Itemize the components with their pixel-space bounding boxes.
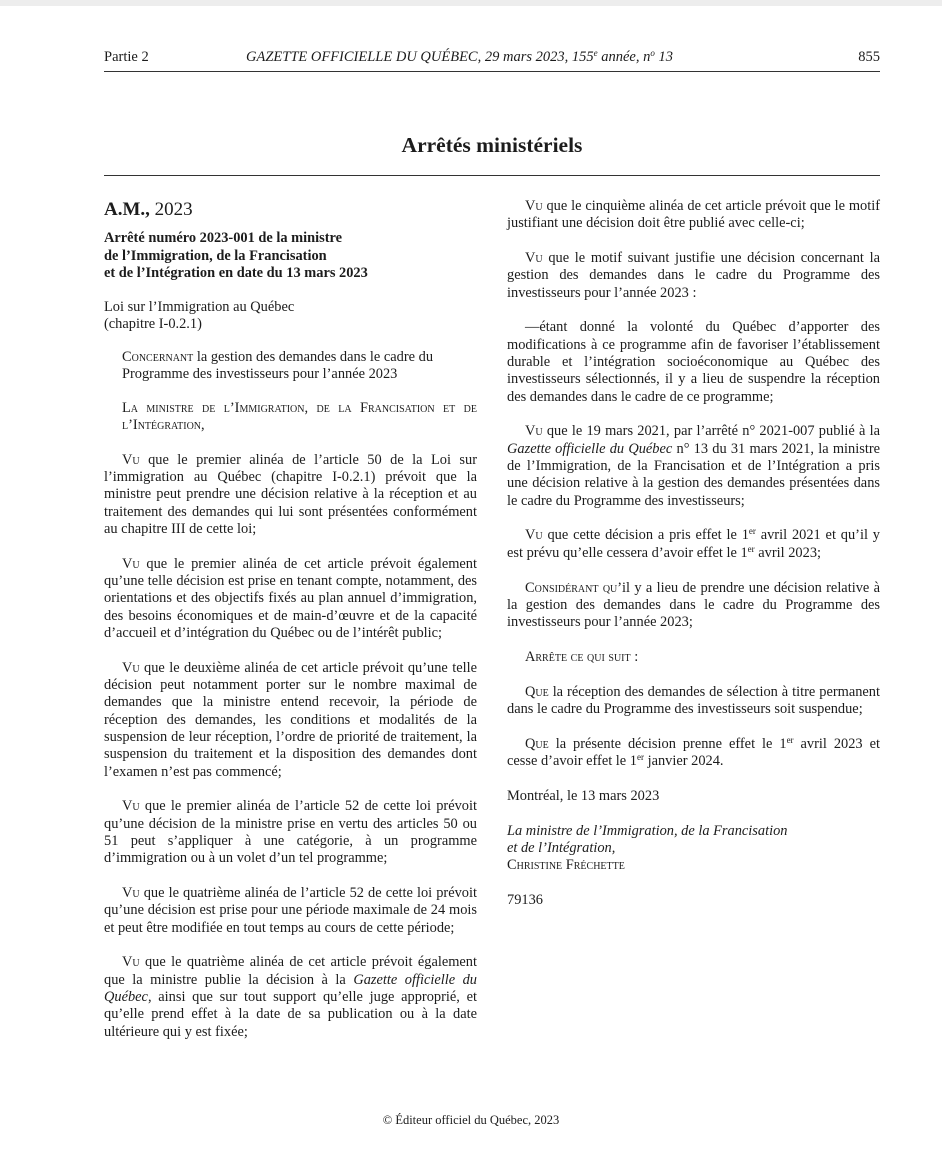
right-column: [507, 198, 880, 909]
que-paragraph-1: Que la réception des demandes de sélection à titre permanent dans le cadre du Programme des investisseurs soit suspendue;: [507, 683, 880, 718]
reference-number: 79136: [507, 892, 543, 909]
gazette-title: GAZETTE OFFICIELLE DU QUÉBEC, 29 mars 2023, 155e année, $n^o$ 13: [246, 48, 673, 65]
vu-paragraph-5: Vu que le quatrième alinéa de l’article 52 de cette loi prévoit qu’une décision est prise pour une période maximale de 24 mois et peut être modifiée en tout temps au cours de cette période;: [104, 885, 477, 936]
place-date: Montréal, le 13 mars 2023: [507, 787, 660, 804]
minister-paragraph: La ministre de l’Immigration, de la Francisation et de l’Intégration,: [122, 399, 477, 433]
vu-paragraph-6: Vu que le quatrième alinéa de cet article prévoit également que la ministre publie la décision à la Gazette officielle du Québec, ainsi que sur tout support qu’elle juge approprié, et qu’elle prend effet à la date de sa publication ou à la date ultérieure qui y est fixée;: [104, 954, 477, 1040]
arrete-title: Arrêté numéro 2023-001 de la ministre de l’Immigration, de la Francisation et de l’Intégration en date du 13 mars 2023: [104, 230, 368, 281]
vu-paragraph-7: Vu que le cinquième alinéa de cet article prévoit que le motif justifiant une décision doit être publié avec celle-ci;: [507, 198, 880, 232]
que-paragraph-2: Que la présente décision prenne effet le 1er avril 2023 et cesse d’avoir effet le 1er janvier 2024.: [507, 734, 880, 770]
vu-paragraph-10: Vu que cette décision a pris effet le 1er avril 2021 et qu’il y est prévu qu’elle cessera d’avoir effet le 1er avril 2023;: [507, 526, 880, 561]
arrete-clause: Arrête ce qui suit :: [525, 648, 639, 665]
top-band: [0, 0, 942, 6]
vu-paragraph-1: Vu que le premier alinéa de l’article 50 de la Loi sur l’immigration au Québec (chapitre I-0.2.1) prévoit que la ministre peut prendre une décision relative à la réception et au traitement des demandes qui lui sont présentées conformément au chapitre III de cette loi;: [104, 451, 477, 537]
section-rule: [104, 175, 880, 176]
header-rule: [104, 71, 880, 72]
page-number: 855: [858, 49, 880, 65]
footer-copyright: © Éditeur officiel du Québec, 2023: [382, 1113, 560, 1127]
vu-paragraph-4: Vu que le premier alinéa de l’article 52 de cette loi prévoit qu’une décision de la ministre prise en vertu des articles 50 ou 51 peut s’appliquer à une catégorie, à un programme d’immigration ou à un volet d’un tel programme;: [104, 798, 477, 867]
vu-paragraph-8: Vu que le motif suivant justifie une décision concernant la gestion des demandes dans le cadre du Programme des investisseurs pour l’année 2023 :: [507, 250, 880, 301]
law-reference: Loi sur l’Immigration au Québec (chapitre I-0.2.1): [104, 298, 295, 332]
left-column: [104, 198, 477, 1041]
am-heading: A.M., 2023: [104, 199, 193, 220]
signature-block: La ministre de l’Immigration, de la Francisation et de l’Intégration, Christine Fréchette: [507, 822, 788, 874]
vu-paragraph-2: Vu que le premier alinéa de cet article prévoit également qu’une telle décision est prise en tenant compte, notamment, des orientations et des objectifs fixés au plan annuel d’immigration, des besoins économiques et de main-d’œuvre et de la capacité d’accueil et d’intégration du Québec ou de l’intérêt public;: [104, 555, 477, 641]
vu-paragraph-3: Vu que le deuxième alinéa de cet article prévoit qu’une telle décision peut notamment porter sur le nombre maximal de demandes que la ministre entend recevoir, la période de réception des demandes, les conditions et modalités de la suspension de leur réception, l’ordre de priorité de traitement, la suspension du traitement et la disposition des demandes dont l’examen n’est pas commencé;: [104, 659, 477, 780]
considerant-paragraph: Considérant qu’il y a lieu de prendre une décision relative à la gestion des demandes dans le cadre du Programme des investisseurs pour l’année 2023;: [507, 579, 880, 631]
part-label: Partie 2: [104, 49, 149, 65]
motif-paragraph: —étant donné la volonté du Québec d’apporter des modifications à ce programme afin de favoriser l’établissement durable et l’intégration socioéconomique au Québec des investisseurs sélectionnés, il y a lieu de suspendre la réception des demandes dans le cadre de ce programme;: [507, 319, 880, 405]
concernant-paragraph: Concernant la gestion des demandes dans le cadre du Programme des investisseurs pour l’année 2023: [122, 349, 434, 383]
section-title: Arrêtés ministériels: [401, 133, 583, 157]
running-header: [104, 47, 880, 67]
vu-paragraph-9: Vu que le 19 mars 2021, par l’arrêté n° 2021-007 publié à la Gazette officielle du Québec n° 13 du 31 mars 2021, la ministre de l’Immigration, de la Francisation et de l’Intégration a pris une décision relative à la gestion des demandes présentées dans le cadre du Programme des investisseurs;: [507, 423, 880, 509]
